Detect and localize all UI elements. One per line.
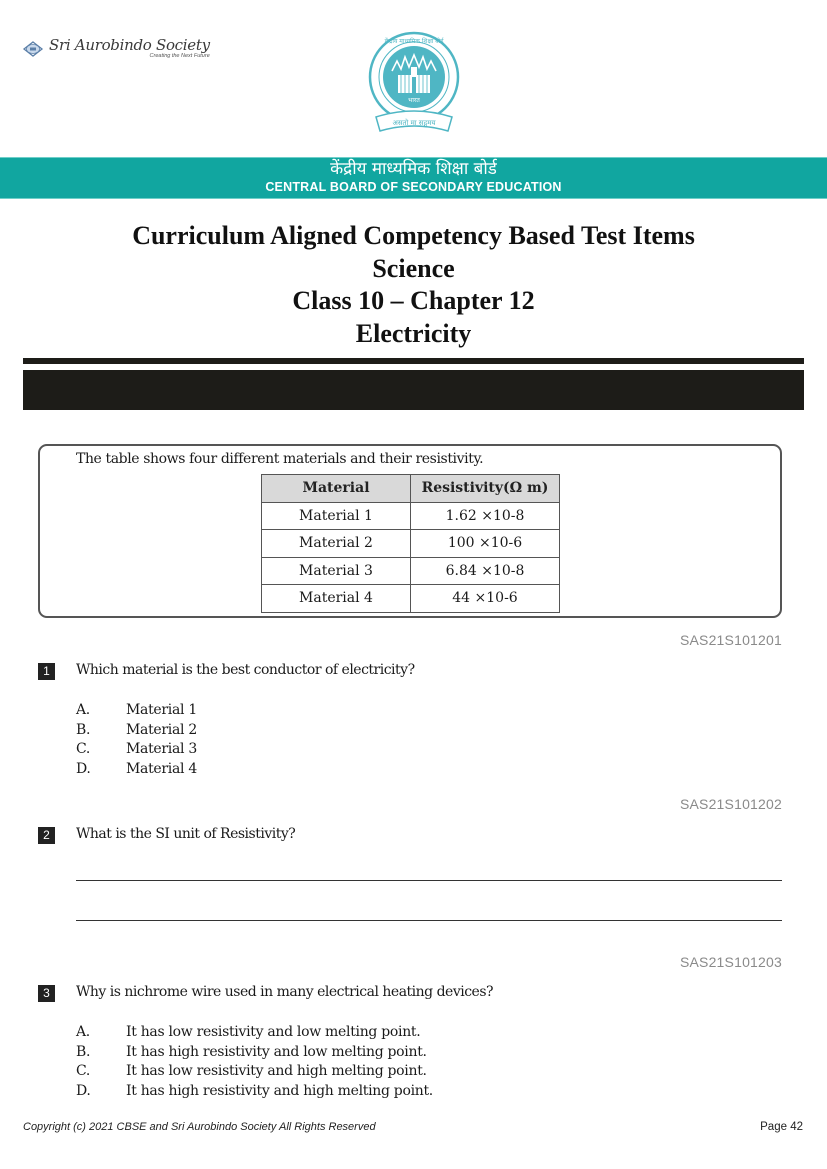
document-title	[0, 220, 827, 350]
title-class-chapter: Class 10 – Chapter 12	[292, 286, 535, 315]
question-text: Why is nichrome wire used in many electrical heating devices?	[76, 984, 494, 1000]
option-b	[76, 721, 197, 741]
title-line-1: Curriculum Aligned Competency Based Test Items	[132, 221, 695, 250]
stimulus-text: The table shows four different materials and their resistivity.	[76, 451, 484, 467]
option-c	[76, 1062, 427, 1082]
cell-resistivity: 100 ×10-6	[411, 530, 560, 558]
question-number-badge: 2	[38, 827, 55, 844]
cell-material: Material 4	[262, 585, 411, 613]
banner-english-title: CENTRAL BOARD OF SECONDARY EDUCATION	[265, 180, 562, 194]
table-row	[262, 585, 560, 613]
sas-logo-tagline: Creating the Next Future	[149, 53, 210, 59]
sas-logo	[22, 38, 210, 59]
title-subject: Science	[372, 253, 455, 283]
title-chapter-name: Electricity	[355, 318, 472, 348]
svg-text:केंद्रीय माध्यमिक शिक्षा बोर्ड: केंद्रीय माध्यमिक शिक्षा बोर्ड	[384, 38, 444, 45]
svg-text:भारत: भारत	[408, 97, 420, 104]
cell-material: Material 1	[262, 502, 411, 530]
divider-rule	[23, 358, 804, 364]
question-text: Which material is the best conductor of electricity?	[76, 662, 415, 678]
header-material: Material	[262, 475, 411, 503]
item-code: SAS21S101201	[679, 632, 782, 648]
cell-resistivity: 1.62 ×10-8	[411, 502, 560, 530]
page-number: Page 42	[760, 1121, 803, 1133]
cbse-seal-icon	[364, 31, 464, 143]
header-resistivity: Resistivity(Ω m)	[411, 475, 560, 503]
resistivity-table	[261, 474, 560, 613]
banner-hindi-title: केंद्रीय माध्यमिक शिक्षा बोर्ड	[330, 159, 497, 179]
answer-line[interactable]	[76, 920, 782, 921]
option-letter: C.	[76, 741, 91, 757]
sas-logo-name: Sri Aurobindo Society	[49, 36, 210, 54]
option-letter: D.	[76, 1082, 91, 1099]
option-letter: D.	[76, 760, 91, 777]
option-a	[76, 701, 197, 721]
copyright-notice: Copyright (c) 2021 CBSE and Sri Aurobindo Society All Rights Reserved	[23, 1121, 376, 1133]
option-letter: B.	[76, 721, 91, 738]
answer-line[interactable]	[76, 880, 782, 881]
item-code: SAS21S101202	[679, 796, 782, 812]
option-d	[76, 760, 197, 780]
section-bar	[23, 370, 804, 410]
table-row	[262, 530, 560, 558]
question-text: What is the SI unit of Resistivity?	[76, 826, 296, 842]
option-letter: C.	[76, 1063, 91, 1079]
option-letter: B.	[76, 1043, 91, 1060]
question-number-badge: 1	[38, 663, 55, 680]
option-text: Material 1	[126, 702, 197, 718]
option-text: It has high resistivity and low melting point.	[126, 1043, 427, 1060]
option-c	[76, 740, 197, 760]
option-text: It has high resistivity and high melting point.	[126, 1082, 433, 1099]
option-text: It has low resistivity and low melting point.	[126, 1024, 421, 1040]
option-text: It has low resistivity and high melting point.	[126, 1063, 427, 1079]
option-b	[76, 1043, 427, 1063]
cell-resistivity: 44 ×10-6	[411, 585, 560, 613]
table-row	[262, 502, 560, 530]
sas-emblem-icon	[22, 41, 44, 57]
cbse-banner	[0, 157, 827, 199]
option-text: Material 2	[126, 721, 197, 738]
option-letter: A.	[76, 1024, 90, 1040]
cell-resistivity: 6.84 ×10-8	[411, 557, 560, 585]
cell-material: Material 3	[262, 557, 411, 585]
question-number-badge: 3	[38, 985, 55, 1002]
option-text: Material 3	[126, 741, 197, 757]
table-row	[262, 557, 560, 585]
option-a	[76, 1023, 420, 1043]
option-letter: A.	[76, 702, 90, 718]
table-header-row	[262, 475, 560, 503]
cell-material: Material 2	[262, 530, 411, 558]
svg-text:असतो मा सद्गमय: असतो मा सद्गमय	[392, 119, 436, 127]
item-code: SAS21S101203	[679, 954, 782, 970]
option-text: Material 4	[126, 760, 197, 777]
option-d	[76, 1082, 433, 1102]
